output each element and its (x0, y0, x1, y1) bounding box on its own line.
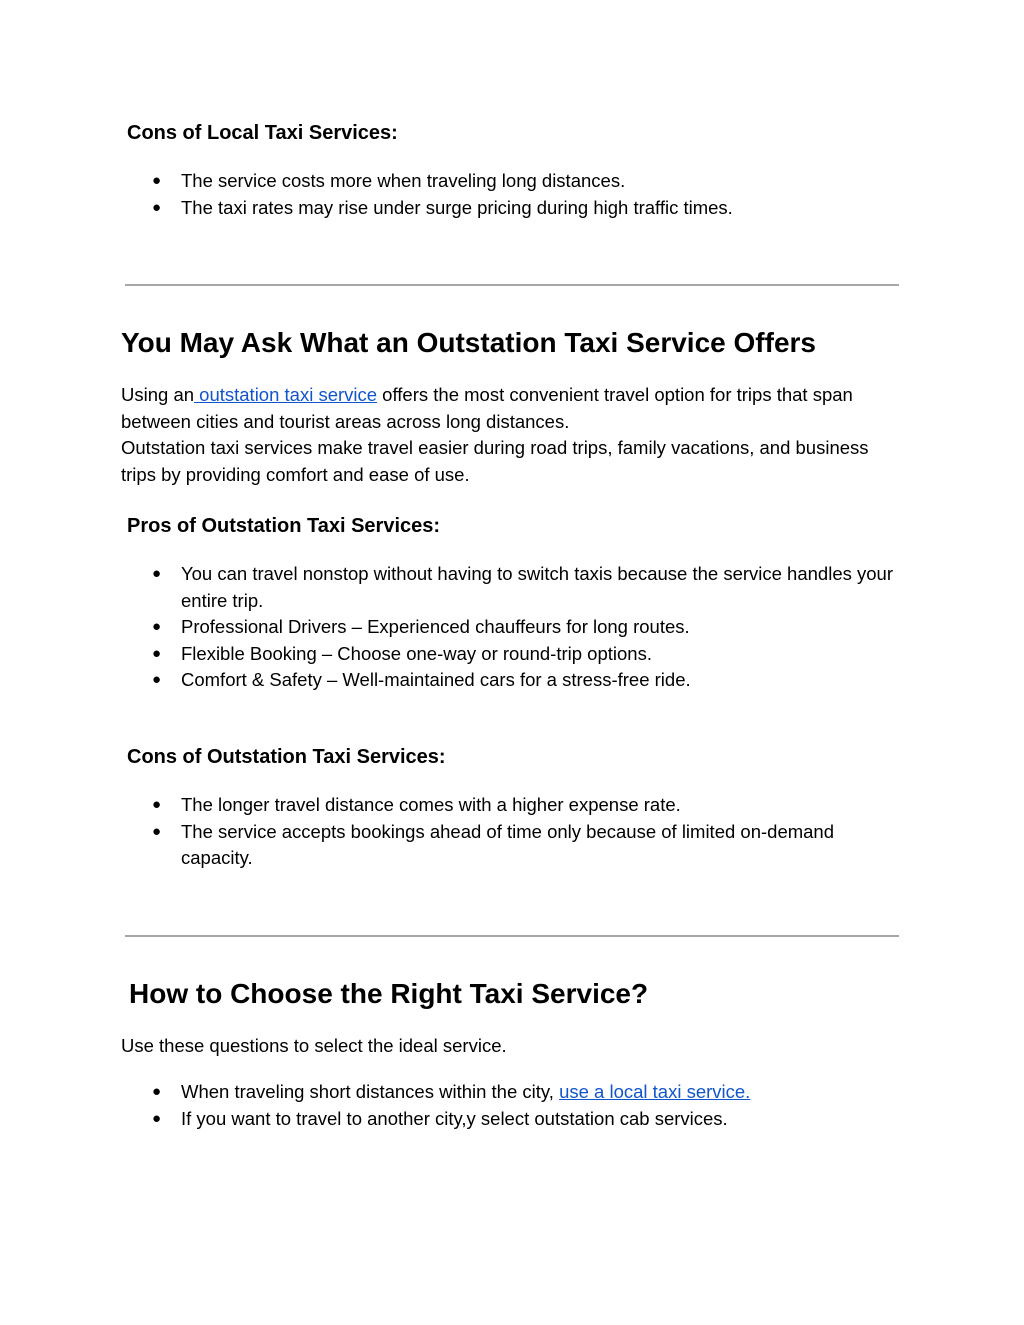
outstation-taxi-service-link[interactable]: outstation taxi service (194, 384, 378, 405)
outstation-intro: Using an outstation taxi service offers the most convenient travel option for trips that span between cities and tourist areas across long distances. Outstation taxi services make travel easier during road trips, family vacations, and business trips by providing comfort and ease of use. (121, 384, 869, 485)
list-item: ● The longer travel distance comes with a higher expense rate. (0, 792, 901, 819)
outstation-pros-heading: Pros of Outstation Taxi Services: (127, 515, 441, 537)
local-taxi-service-link[interactable]: use a local taxi service. (559, 1081, 751, 1102)
horizontal-divider (125, 284, 899, 286)
choose-heading: How to Choose the Right Taxi Service? (129, 978, 649, 1009)
choose-intro: Use these questions to select the ideal service. (121, 1035, 507, 1056)
bullet-icon: ● (152, 618, 162, 635)
choose-list (0, 1079, 901, 1132)
list-item: ● If you want to travel to another city,y select outstation cab services. (0, 1106, 901, 1133)
bullet-icon: ● (152, 822, 162, 840)
bullet-icon: ● (152, 796, 162, 813)
horizontal-divider (125, 935, 899, 937)
bullet-icon: ● (152, 644, 162, 662)
bullet-icon: ● (152, 1109, 162, 1127)
list-item: ● Comfort & Safety – Well-maintained cars for a stress-free ride. (0, 667, 901, 694)
list-item: ● When traveling short distances within the city, use a local taxi service. (0, 1079, 901, 1106)
list-item: ● Flexible Booking – Choose one-way or round-trip options. (0, 641, 901, 668)
outstation-pros-list (0, 561, 901, 694)
bullet-icon: ● (152, 172, 162, 189)
list-item: ● Professional Drivers – Experienced chauffeurs for long routes. (0, 614, 901, 641)
list-item: ● The service costs more when traveling long distances. (0, 168, 901, 195)
list-item: ● The taxi rates may rise under surge pricing during high traffic times. (0, 195, 901, 222)
bullet-icon: ● (152, 1083, 162, 1100)
list-item: ● The service accepts bookings ahead of time only because of limited on-demand capacity. (152, 820, 835, 868)
list-item: ● You can travel nonstop without having to switch taxis because the service handles your entire trip. (152, 563, 893, 611)
bullet-icon: ● (152, 671, 162, 688)
local-cons-list (0, 168, 901, 221)
outstation-cons-heading: Cons of Outstation Taxi Services: (127, 746, 446, 768)
outstation-cons-list (0, 792, 901, 872)
outstation-heading: You May Ask What an Outstation Taxi Service Offers (121, 327, 816, 358)
local-cons-heading: Cons of Local Taxi Services: (127, 122, 398, 144)
bullet-icon: ● (152, 565, 162, 582)
bullet-icon: ● (152, 198, 162, 216)
